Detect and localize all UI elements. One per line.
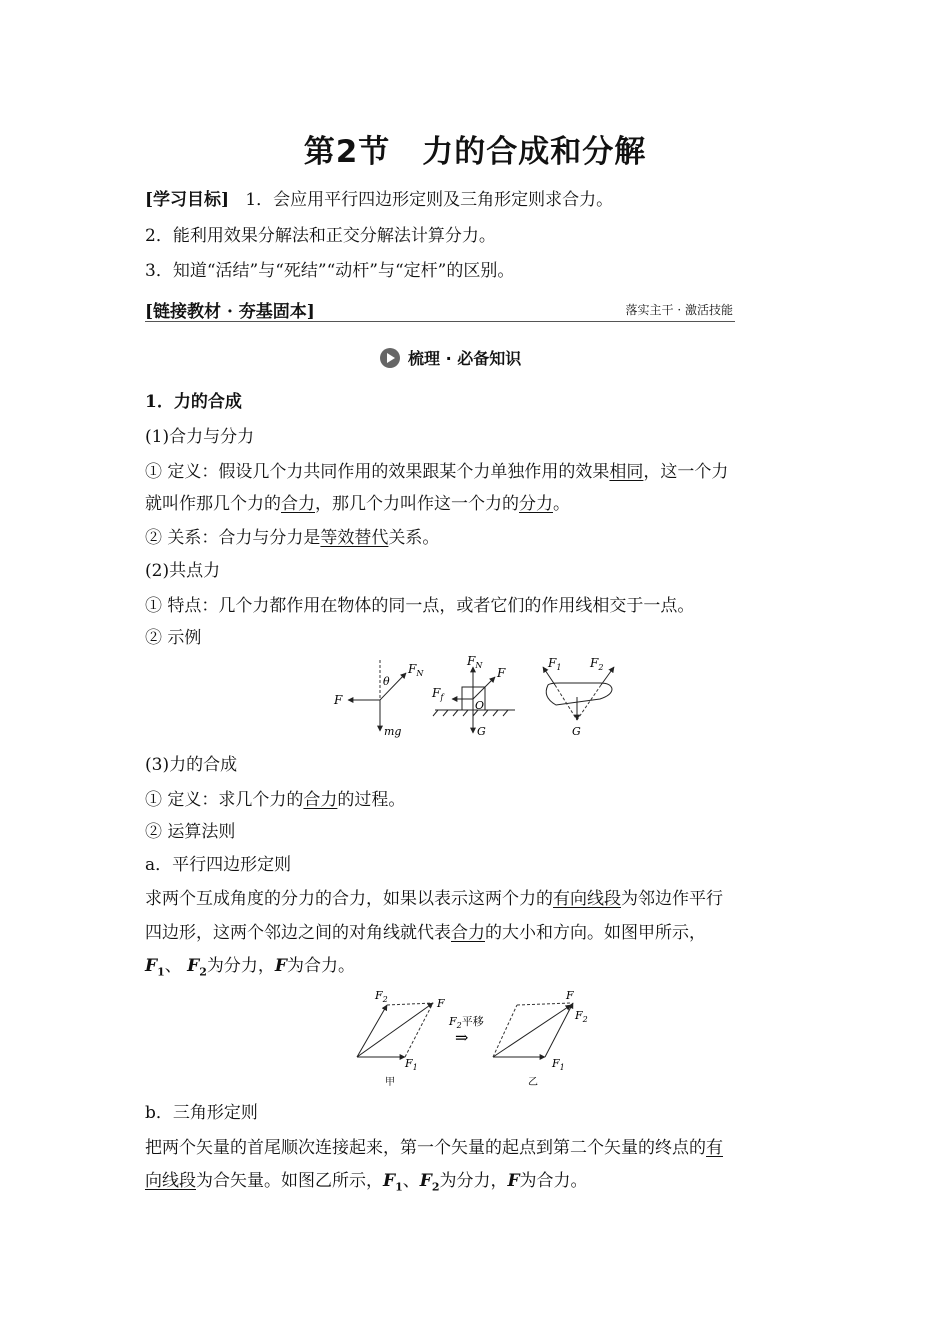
svg-text:G: G [477,725,486,738]
goal-3: 3．知道“活结”与“死结”“动杆”与“定杆”的区别。 [145,261,515,281]
svg-text:FN: $F_N$ [467,655,483,670]
page-title: 第2节 力的合成和分解 [303,134,647,170]
svg-text:F2: $F_2$ [590,656,604,672]
vector-addition-figure [345,985,605,1090]
svg-text:F2: $F_2$ [575,1009,588,1024]
example-diagram-3 [543,656,614,738]
parallelogram-heading: a．平行四边形定则 [145,855,292,875]
rule-label: ② 运算法则 [145,822,236,842]
definition-line-1: ① 定义：假设几个力共同作用的效果跟某个力单独作用的效果相同，这一个力 [145,462,729,482]
play-icon [380,348,400,368]
goals-label: [学习目标] [145,190,230,210]
definition-line-2: 就叫作那几个力的合力，那几个力叫作这一个力的分力。 [145,494,570,514]
svg-text:F: F [437,997,445,1010]
heading-1-2: (2)共点力 [145,561,221,581]
section-banner [145,297,735,322]
svg-text:O: O [475,699,485,712]
section-heading: 梳理 · 必备知识 [380,346,521,369]
banner-title: [链接教材 · 夯基固本] [145,302,315,322]
parallelogram-diagram [357,989,445,1088]
heading-1-3: (3)力的合成 [145,755,238,775]
para-b-line-1: 把两个矢量的首尾顺次连接起来，第一个矢量的起点到第二个矢量的终点的有 [145,1138,723,1158]
example-diagram-1 [333,660,424,738]
svg-text:θ: θ [383,675,390,688]
svg-text:F: F [497,666,506,680]
svg-text:G: G [572,725,581,738]
heading-1: 1．力的合成 [145,392,242,412]
svg-text:⇒: ⇒ [455,1028,469,1047]
shift-arrow [448,1014,484,1047]
svg-text:甲: 甲 [385,1077,395,1088]
triangle-heading: b．三角形定则 [145,1103,258,1123]
svg-text:mg: mg [384,725,402,738]
svg-text:F2平移: $F_2$平移 [449,1015,484,1030]
triangle-diagram [493,989,588,1088]
relation-line: ② 关系：合力与分力是等效替代关系。 [145,528,440,548]
example-label: ② 示例 [145,628,202,648]
svg-text:FN: $F_N$ [408,662,424,678]
para-a-line-3: $F_1$、 $F_2$为分力，F为合力。 [145,956,355,979]
example-diagram-2 [431,655,515,738]
para-a-line-2: 四边形，这两个邻边之间的对角线就代表合力的大小和方向。如图甲所示， [145,923,706,943]
goal-2: 2．能利用效果分解法和正交分解法计算分力。 [145,226,496,246]
para-a-line-1: 求两个互成角度的分力的合力，如果以表示这两个力的有向线段为邻边作平行 [145,889,723,909]
svg-text:F1: $F_1$ [552,1057,565,1072]
definition-2-line: ① 定义：求几个力的合力的过程。 [145,790,406,810]
svg-text:F: F [566,989,574,1002]
feature-line: ① 特点：几个力都作用在物体的同一点，或者它们的作用线相交于一点。 [145,596,695,616]
svg-text:乙: 乙 [528,1077,538,1088]
para-b-line-2: 向线段为合矢量。如图乙所示，$F_1$、$F_2$为分力，F为合力。 [145,1171,588,1194]
svg-text:Ff: $F_f$ [432,686,444,702]
goal-1: [学习目标] 1．会应用平行四边形定则及三角形定则求合力。 [145,190,614,210]
heading-1-1: (1)合力与分力 [145,427,255,447]
concurrent-force-figure [330,655,630,745]
banner-subtitle: 落实主干 · 激活技能 [625,303,733,317]
svg-text:F: F [334,693,343,707]
svg-text:F2: $F_2$ [375,989,388,1004]
svg-text:F1: $F_1$ [405,1057,418,1072]
svg-text:F1: $F_1$ [548,656,562,672]
